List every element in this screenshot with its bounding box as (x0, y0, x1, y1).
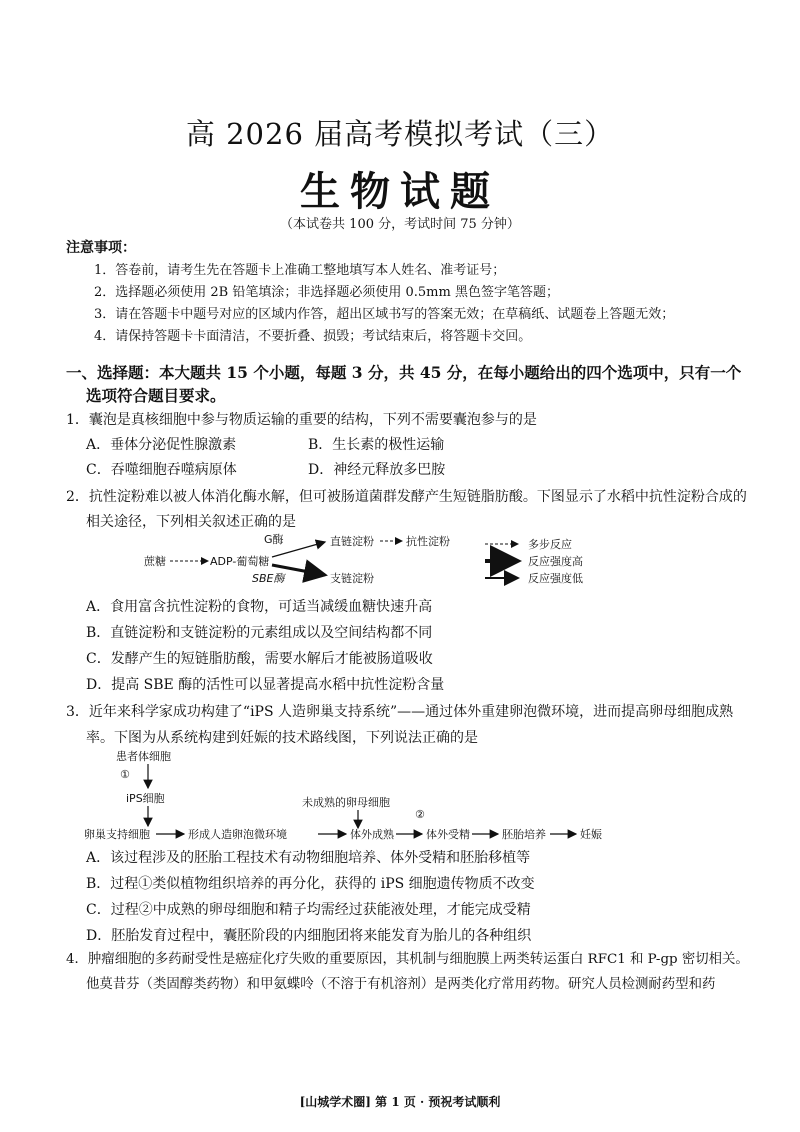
chain-embryo-culture: 胚胎培养 (502, 828, 546, 841)
q3-option-a: A．该过程涉及的胚胎工程技术有动物细胞培养、体外受精和胚胎移植等 (86, 850, 531, 866)
note-item: 1．答卷前，请考生先在答题卡上准确工整地填写本人姓名、准考证号； (94, 263, 506, 278)
question-1-stem: 1．囊泡是真核细胞中参与物质运输的重要的结构，下列不需要囊泡参与的是 (66, 412, 537, 428)
q1-option-c: C．吞噬细胞吞噬病原体 (86, 462, 237, 478)
exam-info: （本试卷共 100 分，考试时间 75 分钟） (280, 217, 520, 232)
section-heading-cont: 选项符合题目要求。 (86, 386, 226, 405)
chain-ovarian-support-cell: 卵巢支持细胞 (84, 828, 150, 841)
exam-title: 高 2026 届高考模拟考试（三） (185, 117, 615, 151)
amylose-label: 直链淀粉 (330, 535, 374, 548)
chain-ivf: 体外受精 (426, 828, 470, 841)
g-enzyme-label: G酶 (264, 533, 284, 546)
question-3-stem-cont: 率。下图为从系统构建到妊娠的技术路线图，下列说法正确的是 (86, 730, 478, 746)
immature-oocyte-label: 未成熟的卵母细胞 (302, 796, 390, 809)
legend-low: 反应强度低 (528, 572, 583, 585)
note-item: 3．请在答题卡中题号对应的区域内作答，超出区域书写的答案无效；在草稿纸、试题卷上答题无效； (94, 307, 675, 322)
q2-option-b: B．直链淀粉和支链淀粉的元素组成以及空间结构都不同 (86, 625, 433, 641)
page-footer: [山城学术圈] 第 1 页 · 预祝考试顺利 (299, 1095, 501, 1109)
subject-title: 生物试题 (300, 168, 500, 215)
q2-option-d: D．提高 SBE 酶的活性可以显著提高水稻中抗性淀粉含量 (86, 677, 445, 693)
ips-route-diagram (80, 748, 720, 843)
chain-artificial-follicle: 形成人造卵泡微环境 (188, 828, 287, 841)
note-item: 4．请保持答题卡卡面清洁，不要折叠、损毁；考试结束后，将答题卡交回。 (94, 329, 532, 344)
chain-pregnancy: 妊娠 (580, 828, 602, 841)
step-1-label: ① (120, 768, 130, 781)
step-2-label: ② (415, 808, 425, 821)
sbe-enzyme-label: SBE酶 (252, 572, 285, 585)
q2-option-c: C．发酵产生的短链脂肪酸，需要水解后才能被肠道吸收 (86, 651, 433, 667)
q3-option-b: B．过程①类似植物组织培养的再分化，获得的 iPS 细胞遗传物质不改变 (86, 876, 535, 892)
question-3-stem: 3．近年来科学家成功构建了“iPS 人造卵巢支持系统”——通过体外重建卵泡微环境，进而提高卵母细胞成熟 (66, 704, 734, 720)
legend-multistep: 多步反应 (528, 538, 572, 551)
notes-heading: 注意事项： (66, 240, 136, 256)
q1-option-a: A．垂体分泌促性腺激素 (86, 437, 237, 453)
amylopectin-label: 支链淀粉 (330, 572, 374, 585)
note-item: 2．选择题必须使用 2B 铅笔填涂；非选择题必须使用 0.5mm 黑色签字笔答题； (94, 285, 559, 300)
question-4-stem-cont: 他莫昔芬（类固醇类药物）和甲氨蝶呤（不溶于有机溶剂）是两类化疗常用药物。研究人员检测耐药型和药 (86, 977, 716, 992)
q1-option-d: D．神经元释放多巴胺 (308, 462, 446, 478)
ips-cell-label: iPS细胞 (126, 792, 165, 805)
resistant-starch-label: 抗性淀粉 (406, 535, 450, 548)
starch-pathway-diagram (140, 530, 660, 592)
q3-option-c: C．过程②中成熟的卵母细胞和精子均需经过获能液处理，才能完成受精 (86, 902, 531, 918)
legend-high: 反应强度高 (528, 555, 583, 568)
question-4-stem: 4．肿瘤细胞的多药耐受性是癌症化疗失败的重要原因，其机制与细胞膜上两类转运蛋白 RFC1 和 P-gp 密切相关。 (66, 952, 749, 967)
sucrose-label: 蔗糖 (144, 555, 166, 568)
section-heading: 一、选择题：本大题共 15 个小题，每题 3 分，共 45 分，在每小题给出的四个选项中，只有一个 (66, 363, 742, 382)
adp-glucose-label: ADP-葡萄糖 (210, 555, 270, 568)
chain-in-vitro-maturation: 体外成熟 (350, 828, 394, 841)
q1-option-b: B．生长素的极性运输 (308, 437, 445, 453)
question-2-stem: 2．抗性淀粉难以被人体消化酶水解，但可被肠道菌群发酵产生短链脂肪酸。下图显示了水稻中抗性淀粉合成的 (66, 489, 747, 505)
q3-option-d: D．胚胎发育过程中，囊胚阶段的内细胞团将来能发育为胎儿的各种组织 (86, 928, 532, 944)
question-2-stem-cont: 相关途径，下列相关叙述正确的是 (86, 514, 296, 530)
q2-option-a: A．食用富含抗性淀粉的食物，可适当减缓血糖快速升高 (86, 599, 433, 615)
patient-cell-label: 患者体细胞 (116, 750, 171, 763)
